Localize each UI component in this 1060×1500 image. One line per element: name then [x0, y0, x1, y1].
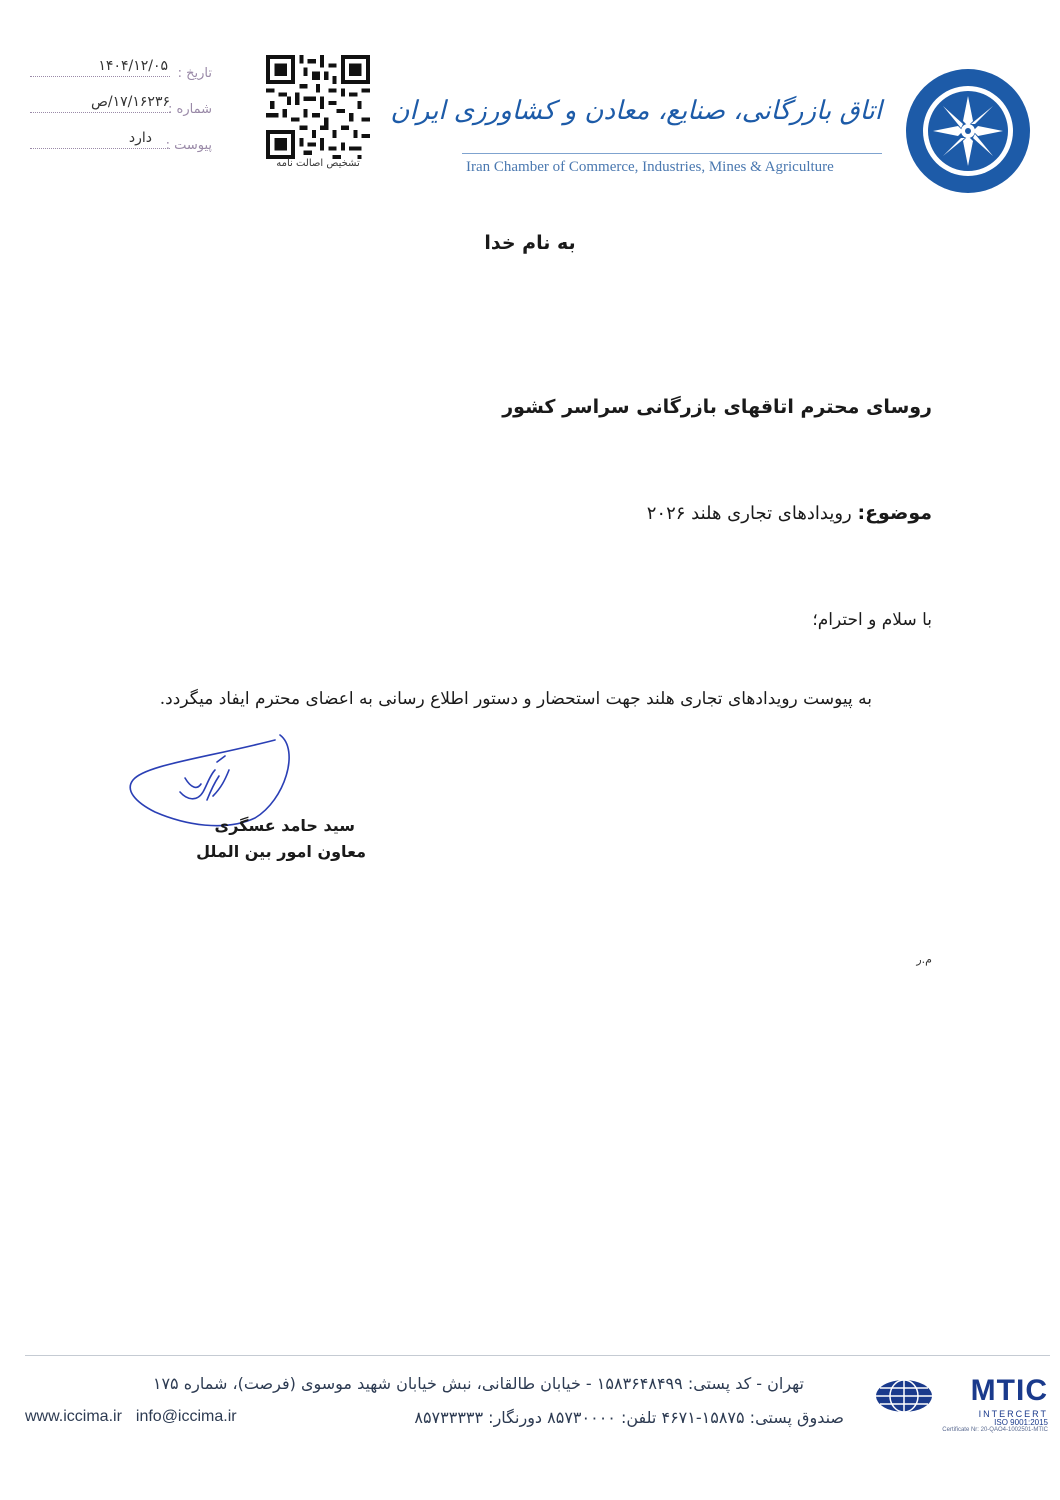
number-label: شماره : — [168, 102, 212, 117]
date-row — [30, 58, 212, 84]
attachment-row — [30, 130, 212, 156]
footer-rule — [25, 1355, 1050, 1356]
author-initials: م.ر — [916, 953, 932, 966]
basmala-heading: به نام خدا — [484, 232, 576, 254]
website-link[interactable]: www.iccima.ir — [25, 1408, 122, 1425]
greeting: با سلام و احترام؛ — [812, 610, 932, 630]
qr-caption: تشخیص اصالت نامه — [276, 158, 360, 169]
attachment-value: دارد — [128, 130, 152, 146]
number-value: ۱۷/۱۶۲۳۶/ص — [90, 94, 170, 110]
cert-sub1: INTERCERT — [978, 1409, 1048, 1419]
footer-contact — [25, 1408, 251, 1426]
date-value: ۱۴۰۴/۱۲/۰۵ — [98, 58, 168, 74]
qr-code-icon[interactable] — [266, 55, 370, 159]
cert-sub3: Certificate Nr: 20-QAO4-1002501-MTIC — [942, 1427, 1048, 1433]
subject-label: موضوع: — [857, 502, 932, 524]
footer-address-line2: صندوق پستی: ۱۵۸۷۵-۴۶۷۱ تلفن: ۸۵۷۳۰۰۰۰ دورنگار: ۸۵۷۳۳۳۳۳ — [414, 1408, 844, 1427]
footer-address-line1: تهران - کد پستی: ۱۵۸۳۶۴۸۴۹۹ - خیابان طالقانی، نبش خیابان شهید موسوی (فرصت)، شماره ۱۷۵ — [152, 1374, 804, 1393]
cert-brand: MTIC — [970, 1374, 1048, 1407]
number-row — [30, 94, 212, 120]
signer-name: سید حامد عسگری — [214, 816, 355, 835]
attachment-label: پیوست : — [165, 138, 212, 153]
header-rule — [462, 153, 882, 154]
email-link[interactable]: info@iccima.ir — [135, 1408, 237, 1425]
subject-value: رویدادهای تجاری هلند ۲۰۲۶ — [646, 503, 852, 524]
letter-body: به پیوست رویدادهای تجاری هلند جهت استحضار و دستور اطلاع رسانی به اعضای محترم ایفاد میگردد. — [159, 689, 872, 709]
cert-sub2: ISO 9001:2015 — [994, 1418, 1048, 1427]
signer-title: معاون امور بین الملل — [196, 842, 366, 861]
subject-line — [647, 502, 932, 524]
date-label: تاریخ : — [177, 66, 212, 81]
recipient-line: روسای محترم اتاقهای بازرگانی سراسر کشور — [502, 396, 932, 418]
org-name-fa: اتاق بازرگانی، صنایع، معادن و کشاورزی ایران — [390, 96, 882, 126]
chamber-emblem-icon — [903, 66, 1033, 196]
org-name-en: Iran Chamber of Commerce, Industries, Mines & Agriculture — [466, 159, 834, 175]
